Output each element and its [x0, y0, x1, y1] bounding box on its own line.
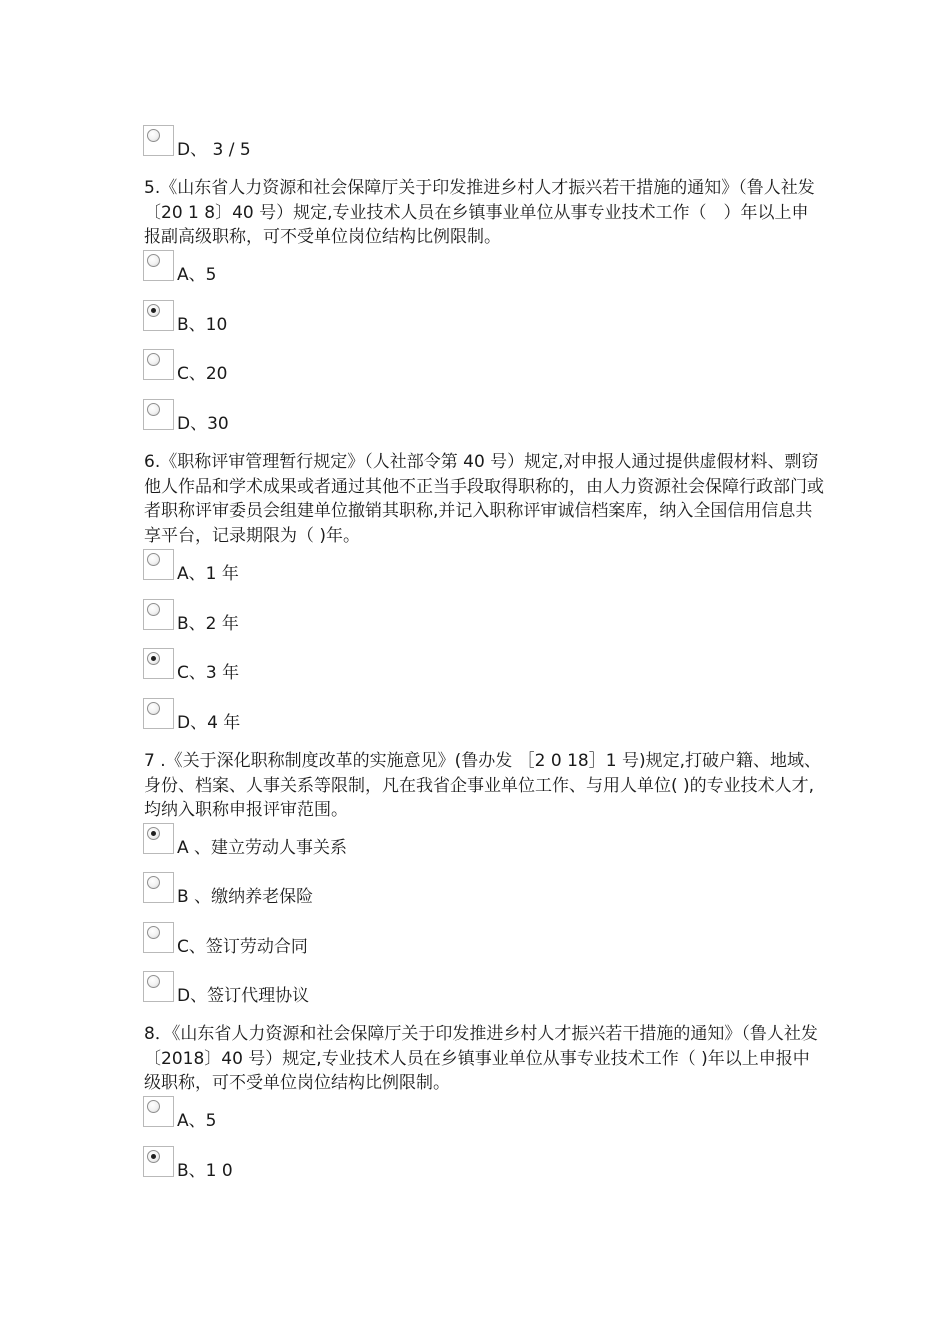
radio-button[interactable]	[143, 599, 174, 630]
radio-circle-icon	[147, 975, 160, 988]
radio-circle-icon	[147, 1100, 160, 1113]
radio-dot-icon	[151, 656, 156, 661]
radio-dot-icon	[151, 831, 156, 836]
radio-dot-icon	[151, 308, 156, 313]
question-8-stem: 8．《山东省人力资源和社会保障厅关于印发推进乡村人才振兴若干措施的通知》（鲁人社发〔2018〕40 号）规定,专业技术人员在乡镇事业单位从事专业技术工作（ )年以上申报中级职称，可不受单位岗位结构比例限制。	[144, 1024, 818, 1093]
radio-button[interactable]	[143, 549, 174, 580]
radio-button[interactable]	[143, 125, 174, 156]
radio-button[interactable]	[143, 922, 174, 953]
radio-button[interactable]	[143, 399, 174, 430]
radio-button[interactable]	[143, 823, 174, 854]
option-label: A、5	[177, 1111, 217, 1131]
question-6-stem: 6.《职称评审管理暂行规定》（人社部令第 40 号）规定,对申报人通过提供虚假材料、剽窃他人作品和学术成果或者通过其他不正当手段取得职称的，由人力资源社会保障行政部门或者职称评审委员会组建单位撤销其职称,并记入职称评审诚信档案库，纳入全国信用信息共享平台，记录期限为（ )年。	[144, 452, 824, 546]
option-label: C、20	[177, 364, 228, 384]
radio-button[interactable]	[143, 250, 174, 281]
question-5-stem: 5.《山东省人力资源和社会保障厅关于印发推进乡村人才振兴若干措施的通知》（鲁人社发〔20 1 8〕40 号）规定,专业技术人员在乡镇事业单位从事专业技术工作（ ）年以上申报副高级职称，可不受单位岗位结构比例限制。	[144, 178, 815, 247]
option-label: B、2 年	[177, 614, 239, 634]
radio-circle-icon	[147, 827, 160, 840]
option-label: B 、缴纳养老保险	[177, 887, 314, 907]
radio-button[interactable]	[143, 300, 174, 331]
radio-circle-icon	[147, 129, 160, 142]
radio-circle-icon	[147, 254, 160, 267]
radio-button[interactable]	[143, 872, 174, 903]
option-label: C、签订劳动合同	[177, 937, 308, 957]
option-label: A、5	[177, 265, 217, 285]
question-7-stem: 7 .《关于深化职称制度改革的实施意见》(鲁办发 ［2 0 18］1 号)规定,打破户籍、地域、身份、档案、人事关系等限制，凡在我省企事业单位工作、与用人单位( )的专业技术人才,均纳入职称申报评审范围。	[144, 751, 821, 820]
option-label: D、签订代理协议	[177, 986, 310, 1006]
radio-circle-icon	[147, 1150, 160, 1163]
option-label: A、1 年	[177, 564, 239, 584]
radio-button[interactable]	[143, 971, 174, 1002]
radio-circle-icon	[147, 603, 160, 616]
radio-circle-icon	[147, 304, 160, 317]
option-label: D、 3 / 5	[177, 140, 251, 160]
option-label: A 、建立劳动人事关系	[177, 838, 348, 858]
radio-circle-icon	[147, 353, 160, 366]
radio-dot-icon	[151, 1154, 156, 1159]
option-label: B、10	[177, 315, 228, 335]
option-label: D、4 年	[177, 713, 241, 733]
option-label: B、1 0	[177, 1161, 233, 1181]
radio-circle-icon	[147, 553, 160, 566]
radio-circle-icon	[147, 652, 160, 665]
radio-button[interactable]	[143, 1096, 174, 1127]
radio-circle-icon	[147, 876, 160, 889]
radio-button[interactable]	[143, 698, 174, 729]
radio-circle-icon	[147, 926, 160, 939]
radio-button[interactable]	[143, 349, 174, 380]
option-label: D、30	[177, 414, 229, 434]
radio-circle-icon	[147, 403, 160, 416]
radio-button[interactable]	[143, 648, 174, 679]
option-label: C、3 年	[177, 663, 240, 683]
radio-button[interactable]	[143, 1146, 174, 1177]
radio-circle-icon	[147, 702, 160, 715]
